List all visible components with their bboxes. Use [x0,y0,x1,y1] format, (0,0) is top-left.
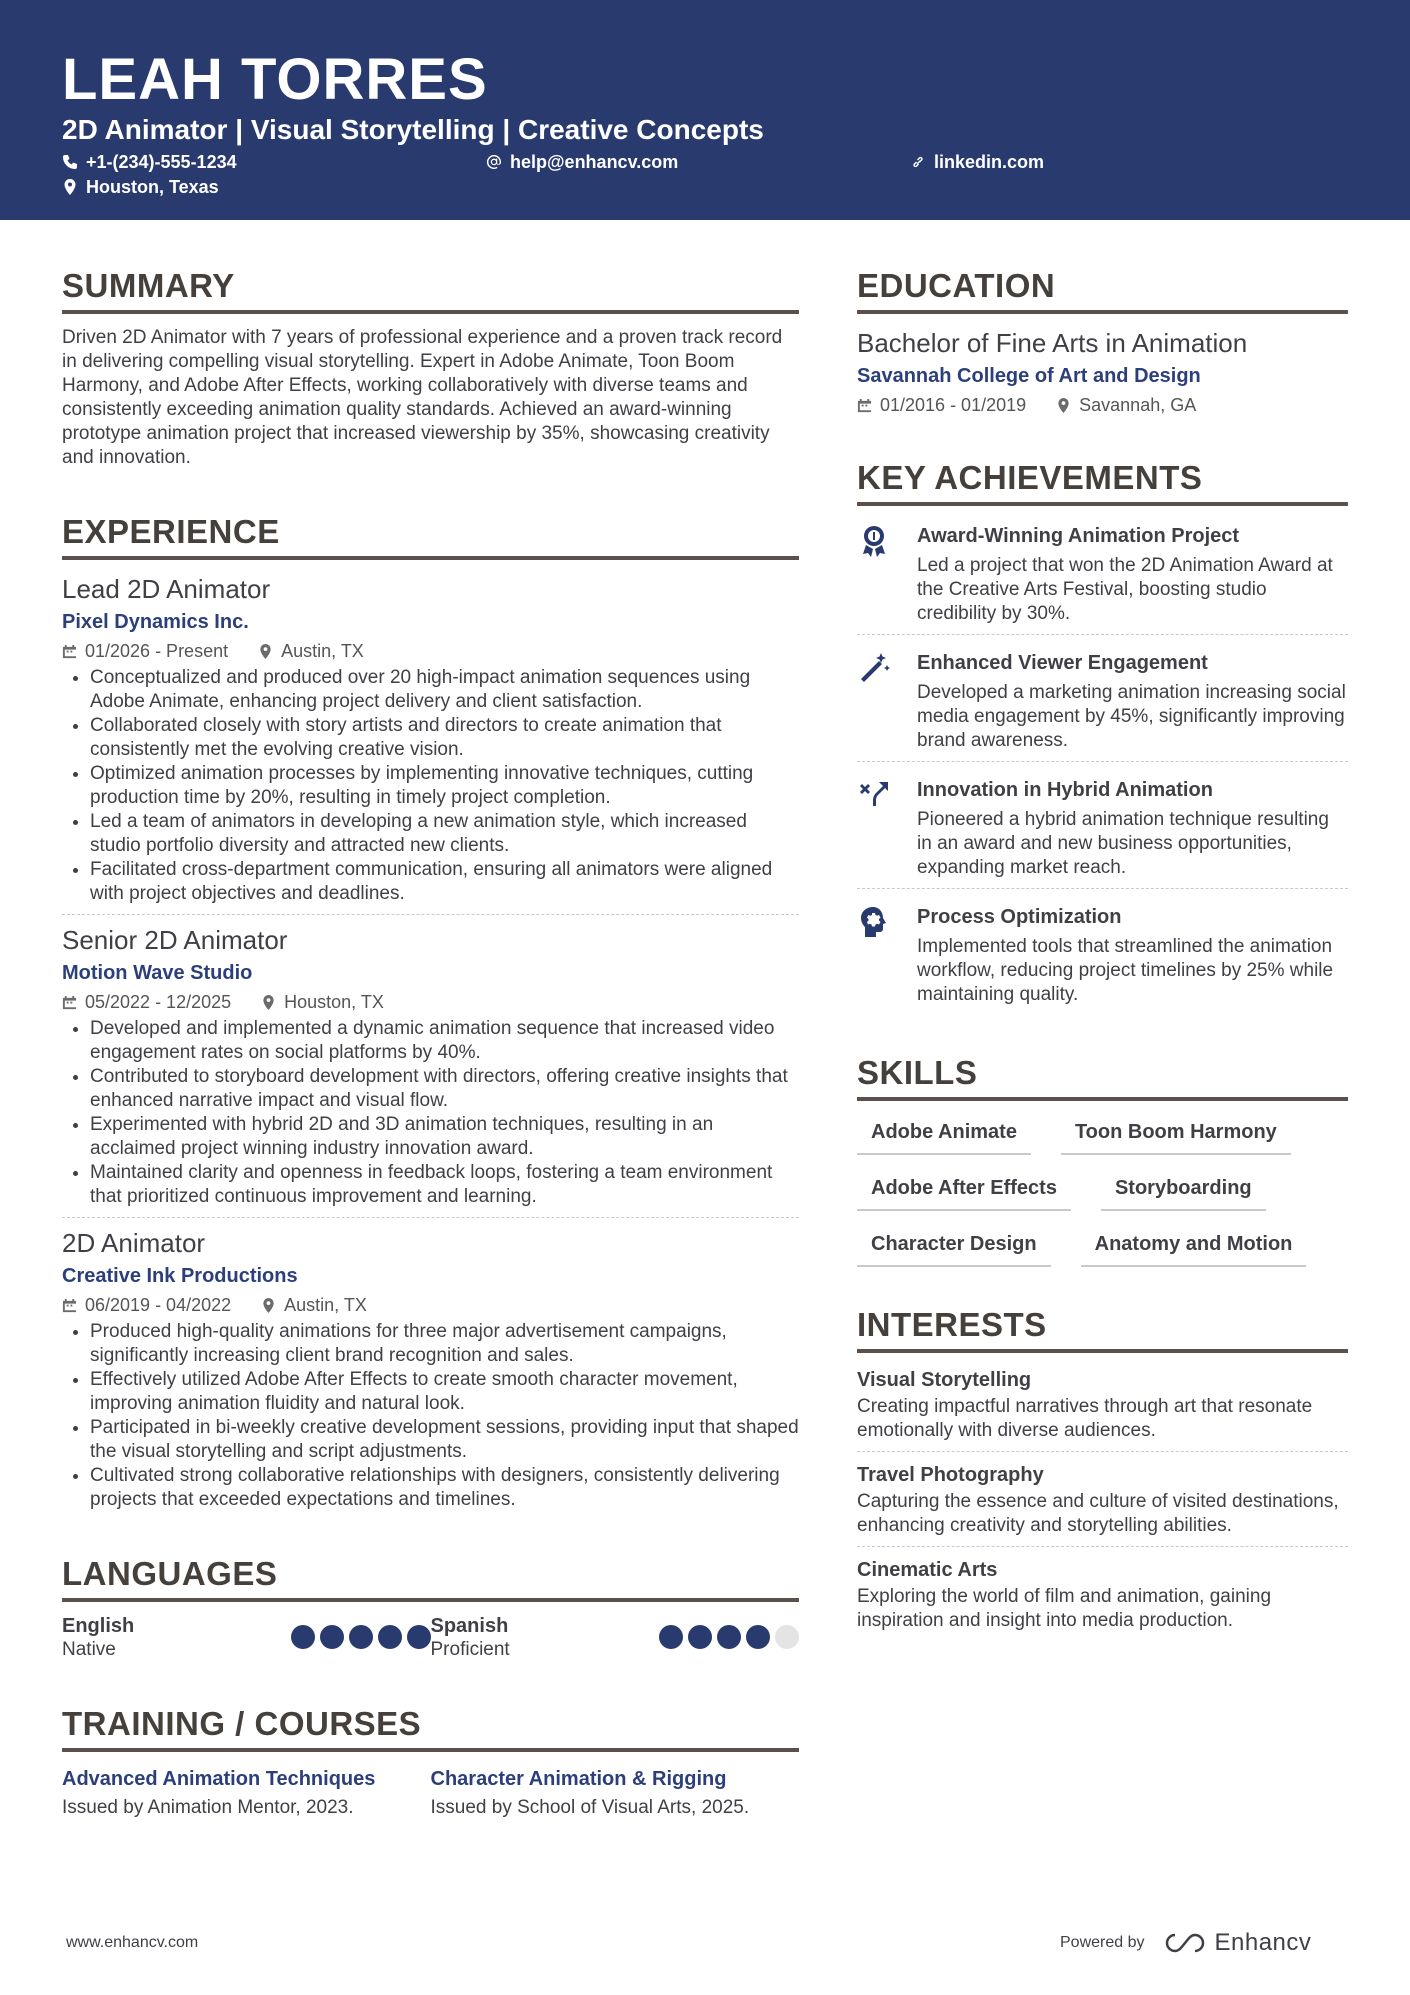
skills-heading: SKILLS [857,1049,1348,1101]
location-pin-icon [261,1298,276,1313]
language-name: Spanish [430,1615,509,1637]
experience-heading: EXPERIENCE [62,508,799,560]
course-description: Issued by School of Visual Arts, 2025. [430,1797,750,1818]
job-bullet: • Maintained clarity and openness in feedback loops, fostering a team environment that prioritized continuous improvement and learning. [90,1161,799,1209]
course-title: Character Animation & Rigging [430,1768,727,1790]
job-location: Austin, TX [281,641,364,661]
interest-item [857,1460,1348,1547]
language-name: English [62,1615,135,1637]
candidate-title: 2D Animator | Visual Storytelling | Creative Concepts [62,114,764,145]
interests-section [857,1301,1348,1641]
education-meta [857,392,1348,418]
achievement-item [857,772,1348,889]
brand-logo[interactable] [1163,1929,1312,1957]
languages-heading: LANGUAGES [62,1550,799,1602]
calendar-icon [62,644,77,659]
achievement-title: Process Optimization [917,906,1122,928]
job-meta [62,1292,799,1318]
rating-dot-filled [717,1625,741,1649]
degree-title: Bachelor of Fine Arts in Animation [857,328,1248,358]
job-bullet: • Participated in bi-weekly creative development sessions, providing input that shaped the visual storytelling and script adjustments. [90,1416,799,1464]
strategy-arrow-icon [857,778,891,812]
course-description: Issued by Animation Mentor, 2023. [62,1797,354,1818]
education-location: Savannah, GA [1079,395,1197,415]
course-item [431,1764,800,1822]
magic-wand-icon [857,651,891,685]
interest-description: Exploring the world of film and animation, gaining inspiration and insight into media production. [857,1586,1272,1631]
achievement-item [857,518,1348,635]
interests-heading: INTERESTS [857,1301,1348,1353]
job-dates: 06/2019 - 04/2022 [85,1295,232,1315]
footer-branding [1060,1929,1311,1957]
job-dates: 01/2026 - Present [85,641,229,661]
education-heading: EDUCATION [857,262,1348,314]
calendar-icon [857,398,872,413]
skill-tag: Storyboarding [1101,1169,1266,1211]
language-item [431,1614,800,1662]
contact-linkedin[interactable] [910,151,1044,173]
summary-heading: SUMMARY [62,262,799,314]
job-title: 2D Animator [62,1228,206,1258]
rating-dot-filled [378,1625,402,1649]
training-section [62,1700,799,1822]
calendar-icon [62,1298,77,1313]
interest-description: Creating impactful narratives through art that resonate emotionally with diverse audiences. [857,1396,1313,1441]
achievement-item [857,899,1348,1015]
powered-by-label: Powered by [1060,1934,1145,1951]
right-column [857,262,1348,1649]
job-entry [62,1226,799,1520]
achievement-description: Implemented tools that streamlined the animation workflow, reducing project timelines by 25% while maintaining quality. [917,936,1334,1005]
job-meta [62,638,799,664]
skill-tag: Adobe After Effects [857,1169,1071,1211]
interest-title: Visual Storytelling [857,1369,1032,1391]
contact-email[interactable] [486,151,678,173]
interest-description: Capturing the essence and culture of visited destinations, enhancing creativity and storytelling abilities. [857,1491,1339,1536]
location-pin-icon [62,179,78,195]
company-name: Motion Wave Studio [62,962,253,984]
job-dates: 05/2022 - 12/2025 [85,992,232,1012]
job-title: Senior 2D Animator [62,925,288,955]
achievement-title: Award-Winning Animation Project [917,525,1240,547]
rating-dot-filled [659,1625,683,1649]
skills-section [857,1049,1348,1267]
job-bullet: • Facilitated cross-department communication, ensuring all animators were aligned with project objectives and deadlines. [90,858,799,906]
summary-text: Driven 2D Animator with 7 years of professional experience and a proven track record in delivering compelling visual storytelling. Expert in Adobe Animate, Toon Boom Harmony, and Adobe After Effects, working collaboratively with diverse teams and consistently exceeding animation quality standards. Achieved an award-winning prototype animation project that increased viewership by 35%, showcasing creativity and innovation. [62,327,783,468]
training-heading: TRAINING / COURSES [62,1700,799,1752]
skill-tag: Anatomy and Motion [1081,1225,1307,1267]
job-bullet: • Effectively utilized Adobe After Effects to create smooth character movement, improving animation fluidity and natural look. [90,1368,799,1416]
resume-header [0,0,1410,220]
interest-item [857,1555,1348,1641]
course-item [62,1764,431,1822]
at-sign-icon [486,154,502,170]
calendar-icon [62,995,77,1010]
rating-dot-filled [320,1625,344,1649]
achievement-title: Innovation in Hybrid Animation [917,779,1213,801]
interest-item [857,1365,1348,1452]
rating-dot-filled [407,1625,431,1649]
enhancv-logo-icon [1163,1931,1207,1955]
job-meta [62,989,799,1015]
job-location: Houston, TX [284,992,384,1012]
head-gear-icon [857,905,891,939]
location-pin-icon [261,995,276,1010]
language-level: Native [62,1639,116,1660]
achievement-description: Led a project that won the 2D Animation Award at the Creative Arts Festival, boosting studio credibility by 30%. [917,555,1333,624]
job-bullet: • Contributed to storyboard development with directors, offering creative insights that enhanced narrative impact and visual flow. [90,1065,799,1113]
education-dates: 01/2016 - 01/2019 [880,395,1027,415]
course-title: Advanced Animation Techniques [62,1768,376,1790]
language-level: Proficient [430,1639,510,1660]
job-bullet: • Experimented with hybrid 2D and 3D animation techniques, resulting in an acclaimed project winning industry innovation award. [90,1113,799,1161]
achievement-item [857,645,1348,762]
candidate-name: LEAH TORRES [62,47,488,112]
achievements-heading: KEY ACHIEVEMENTS [857,454,1348,506]
school-name: Savannah College of Art and Design [857,365,1201,387]
company-name: Creative Ink Productions [62,1265,298,1287]
company-name: Pixel Dynamics Inc. [62,611,249,633]
link-icon [910,154,926,170]
phone-icon [62,154,78,170]
experience-section [62,508,799,1520]
rating-dot-filled [349,1625,373,1649]
job-bullets [62,1320,799,1512]
skill-tag: Adobe Animate [857,1113,1031,1155]
achievement-title: Enhanced Viewer Engagement [917,652,1208,674]
rating-dot-filled [746,1625,770,1649]
education-section [857,262,1348,418]
job-title: Lead 2D Animator [62,574,271,604]
contact-phone [62,151,237,173]
achievements-section [857,454,1348,1015]
achievement-description: Pioneered a hybrid animation technique resulting in an award and new business opportunities, expanding market reach. [917,809,1329,878]
phone-text: +1-(234)-555-1234 [86,152,237,172]
location-pin-icon [258,644,273,659]
job-bullet: • Collaborated closely with story artists and directors to create animation that consistently met the evolving creative vision. [90,714,799,762]
brand-name: Enhancv [1214,1929,1312,1956]
interest-title: Travel Photography [857,1464,1044,1486]
email-text[interactable]: help@enhancv.com [510,152,679,172]
job-bullet: • Cultivated strong collaborative relationships with designers, consistently delivering projects that exceeded expectations and timelines. [90,1464,799,1512]
location-pin-icon [1056,398,1071,413]
language-rating [291,1625,431,1649]
skill-tag: Character Design [857,1225,1051,1267]
language-rating [659,1625,799,1649]
rating-dot-filled [688,1625,712,1649]
job-bullets [62,666,799,906]
left-column [62,262,799,1822]
rating-dot-filled [291,1625,315,1649]
job-location: Austin, TX [284,1295,367,1315]
contact-location [62,176,219,198]
footer-website[interactable]: www.enhancv.com [66,1934,199,1951]
skill-tag: Toon Boom Harmony [1061,1113,1291,1155]
interest-title: Cinematic Arts [857,1559,998,1581]
job-bullet: • Led a team of animators in developing a new animation style, which increased studio portfolio diversity and attracted new clients. [90,810,799,858]
summary-section [62,262,799,470]
job-bullet: • Conceptualized and produced over 20 high-impact animation sequences using Adobe Animate, enhancing project delivery and client satisfaction. [90,666,799,714]
job-bullet: • Optimized animation processes by implementing innovative techniques, cutting production time by 20%, resulting in timely project completion. [90,762,799,810]
job-bullets [62,1017,799,1209]
linkedin-text[interactable]: linkedin.com [934,152,1045,172]
job-bullet: • Developed and implemented a dynamic animation sequence that increased video engagement rates on social platforms by 40%. [90,1017,799,1065]
achievement-description: Developed a marketing animation increasing social media engagement by 45%, significantly improving brand awareness. [917,682,1346,751]
language-item [62,1614,431,1662]
job-bullet: • Produced high-quality animations for three major advertisement campaigns, significantly increasing client brand recognition and sales. [90,1320,799,1368]
job-entry [62,923,799,1218]
languages-section [62,1550,799,1662]
rating-dot-empty [775,1625,799,1649]
job-entry [62,572,799,915]
location-text: Houston, Texas [86,177,219,197]
award-ribbon-icon [857,524,891,558]
